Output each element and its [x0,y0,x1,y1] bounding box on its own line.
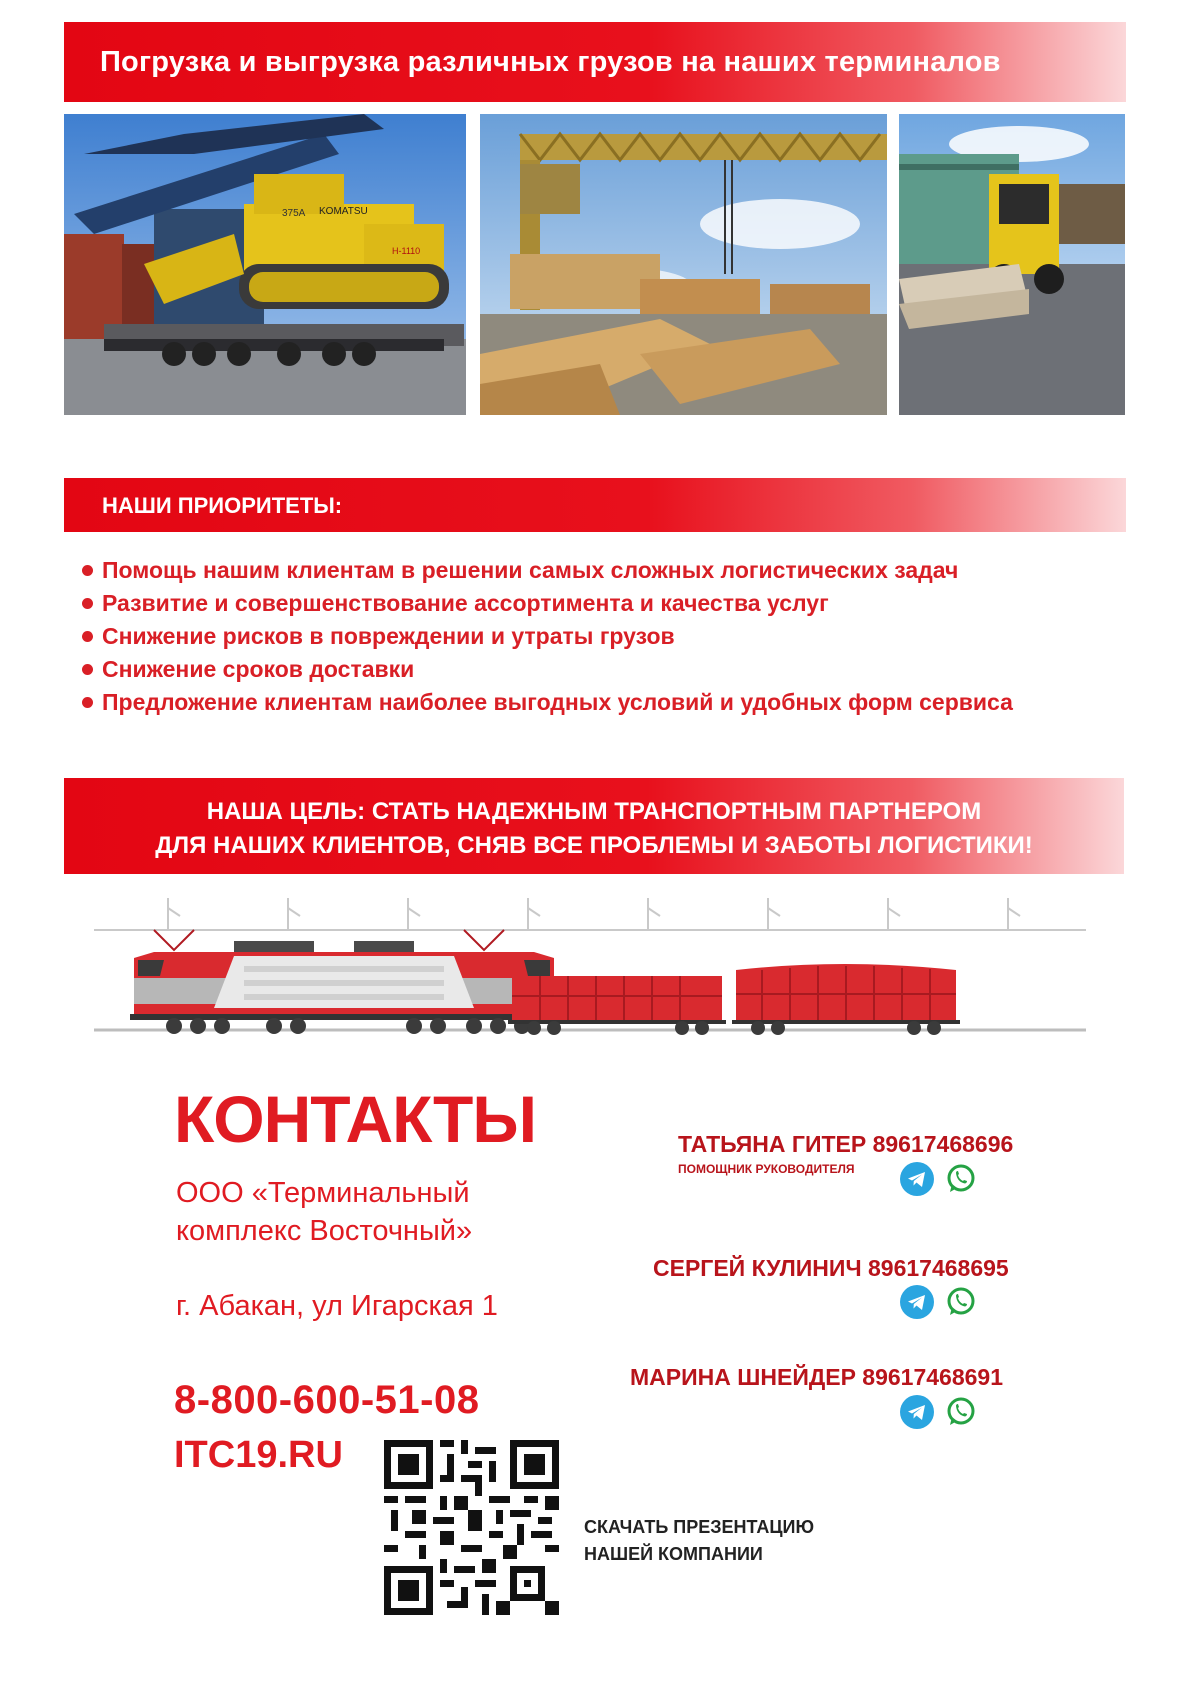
photo-bulldozer [64,114,466,415]
bullet-icon [82,565,93,576]
bullet-icon [82,664,93,675]
contacts-title: КОНТАКТЫ [174,1082,536,1156]
whatsapp-icon[interactable] [944,1395,978,1429]
hotline-phone[interactable]: 8-800-600-51-08 [174,1378,480,1422]
bulldozer-brand: KOMATSU [319,206,368,217]
contact-person-3: МАРИНА ШНЕЙДЕР 89617468691 [630,1364,1004,1390]
goal-line-1: НАША ЦЕЛЬ: СТАТЬ НАДЕЖНЫМ ТРАНСПОРТНЫМ ПАРТНЕРОМ [206,798,982,825]
train-illustration [94,896,1086,1036]
contact-person-1: ТАТЬЯНА ГИТЕР 89617468696 [678,1131,1014,1157]
priority-item: Развитие и совершенствование ассортимента и качества услуг [80,589,1013,622]
website-link[interactable]: ITC19.RU [174,1434,343,1476]
messenger-links-1 [900,1162,982,1196]
priorities-title: НАШИ ПРИОРИТЕТЫ: [102,493,343,518]
priorities-banner [64,478,1126,532]
telegram-icon[interactable] [900,1162,934,1196]
bullet-icon [82,631,93,642]
whatsapp-icon[interactable] [944,1285,978,1319]
whatsapp-icon[interactable] [944,1162,978,1196]
bullet-icon [82,598,93,609]
company-line-2: комплекс Восточный» [176,1215,473,1247]
photo-forklift [899,114,1125,415]
company-line-1: ООО «Терминальный [176,1177,470,1209]
company-address: г. Абакан, ул Игарская 1 [176,1290,498,1322]
goal-line-2: ДЛЯ НАШИХ КЛИЕНТОВ, СНЯВ ВСЕ ПРОБЛЕМЫ И ЗАБОТЫ ЛОГИСТИКИ! [155,832,1033,859]
priority-item: Снижение сроков доставки [80,655,1013,688]
priority-item: Снижение рисков в повреждении и утраты грузов [80,622,1013,655]
company-name [176,1174,472,1250]
priority-item: Предложение клиентам наиболее выгодных условий и удобных форм сервиса [80,688,1013,721]
qr-caption-line-1: СКАЧАТЬ ПРЕЗЕНТАЦИЮ [584,1517,815,1537]
bulldozer-tag: H-1110 [392,246,421,256]
bulldozer-label: 375A [282,208,306,219]
contact-person-1-role: ПОМОЩНИК РУКОВОДИТЕЛЯ [678,1162,855,1176]
messenger-links-2 [900,1285,982,1319]
bullet-icon [82,697,93,708]
messenger-links-3 [900,1395,982,1429]
header-banner [64,22,1126,102]
contact-person-2: СЕРГЕЙ КУЛИНИЧ 89617468695 [653,1255,1009,1281]
telegram-icon[interactable] [900,1285,934,1319]
telegram-icon[interactable] [900,1395,934,1429]
photo-crane-timber [480,114,887,415]
qr-caption-line-2: НАШЕЙ КОМПАНИИ [584,1544,763,1564]
qr-caption [584,1514,814,1568]
header-title: Погрузка и выгрузка различных грузов на наших терминалов [100,46,1001,78]
goal-banner [64,778,1124,874]
qr-code[interactable] [384,1440,559,1615]
priorities-list [80,556,1013,721]
priority-item: Помощь нашим клиентам в решении самых сложных логистических задач [80,556,1013,589]
